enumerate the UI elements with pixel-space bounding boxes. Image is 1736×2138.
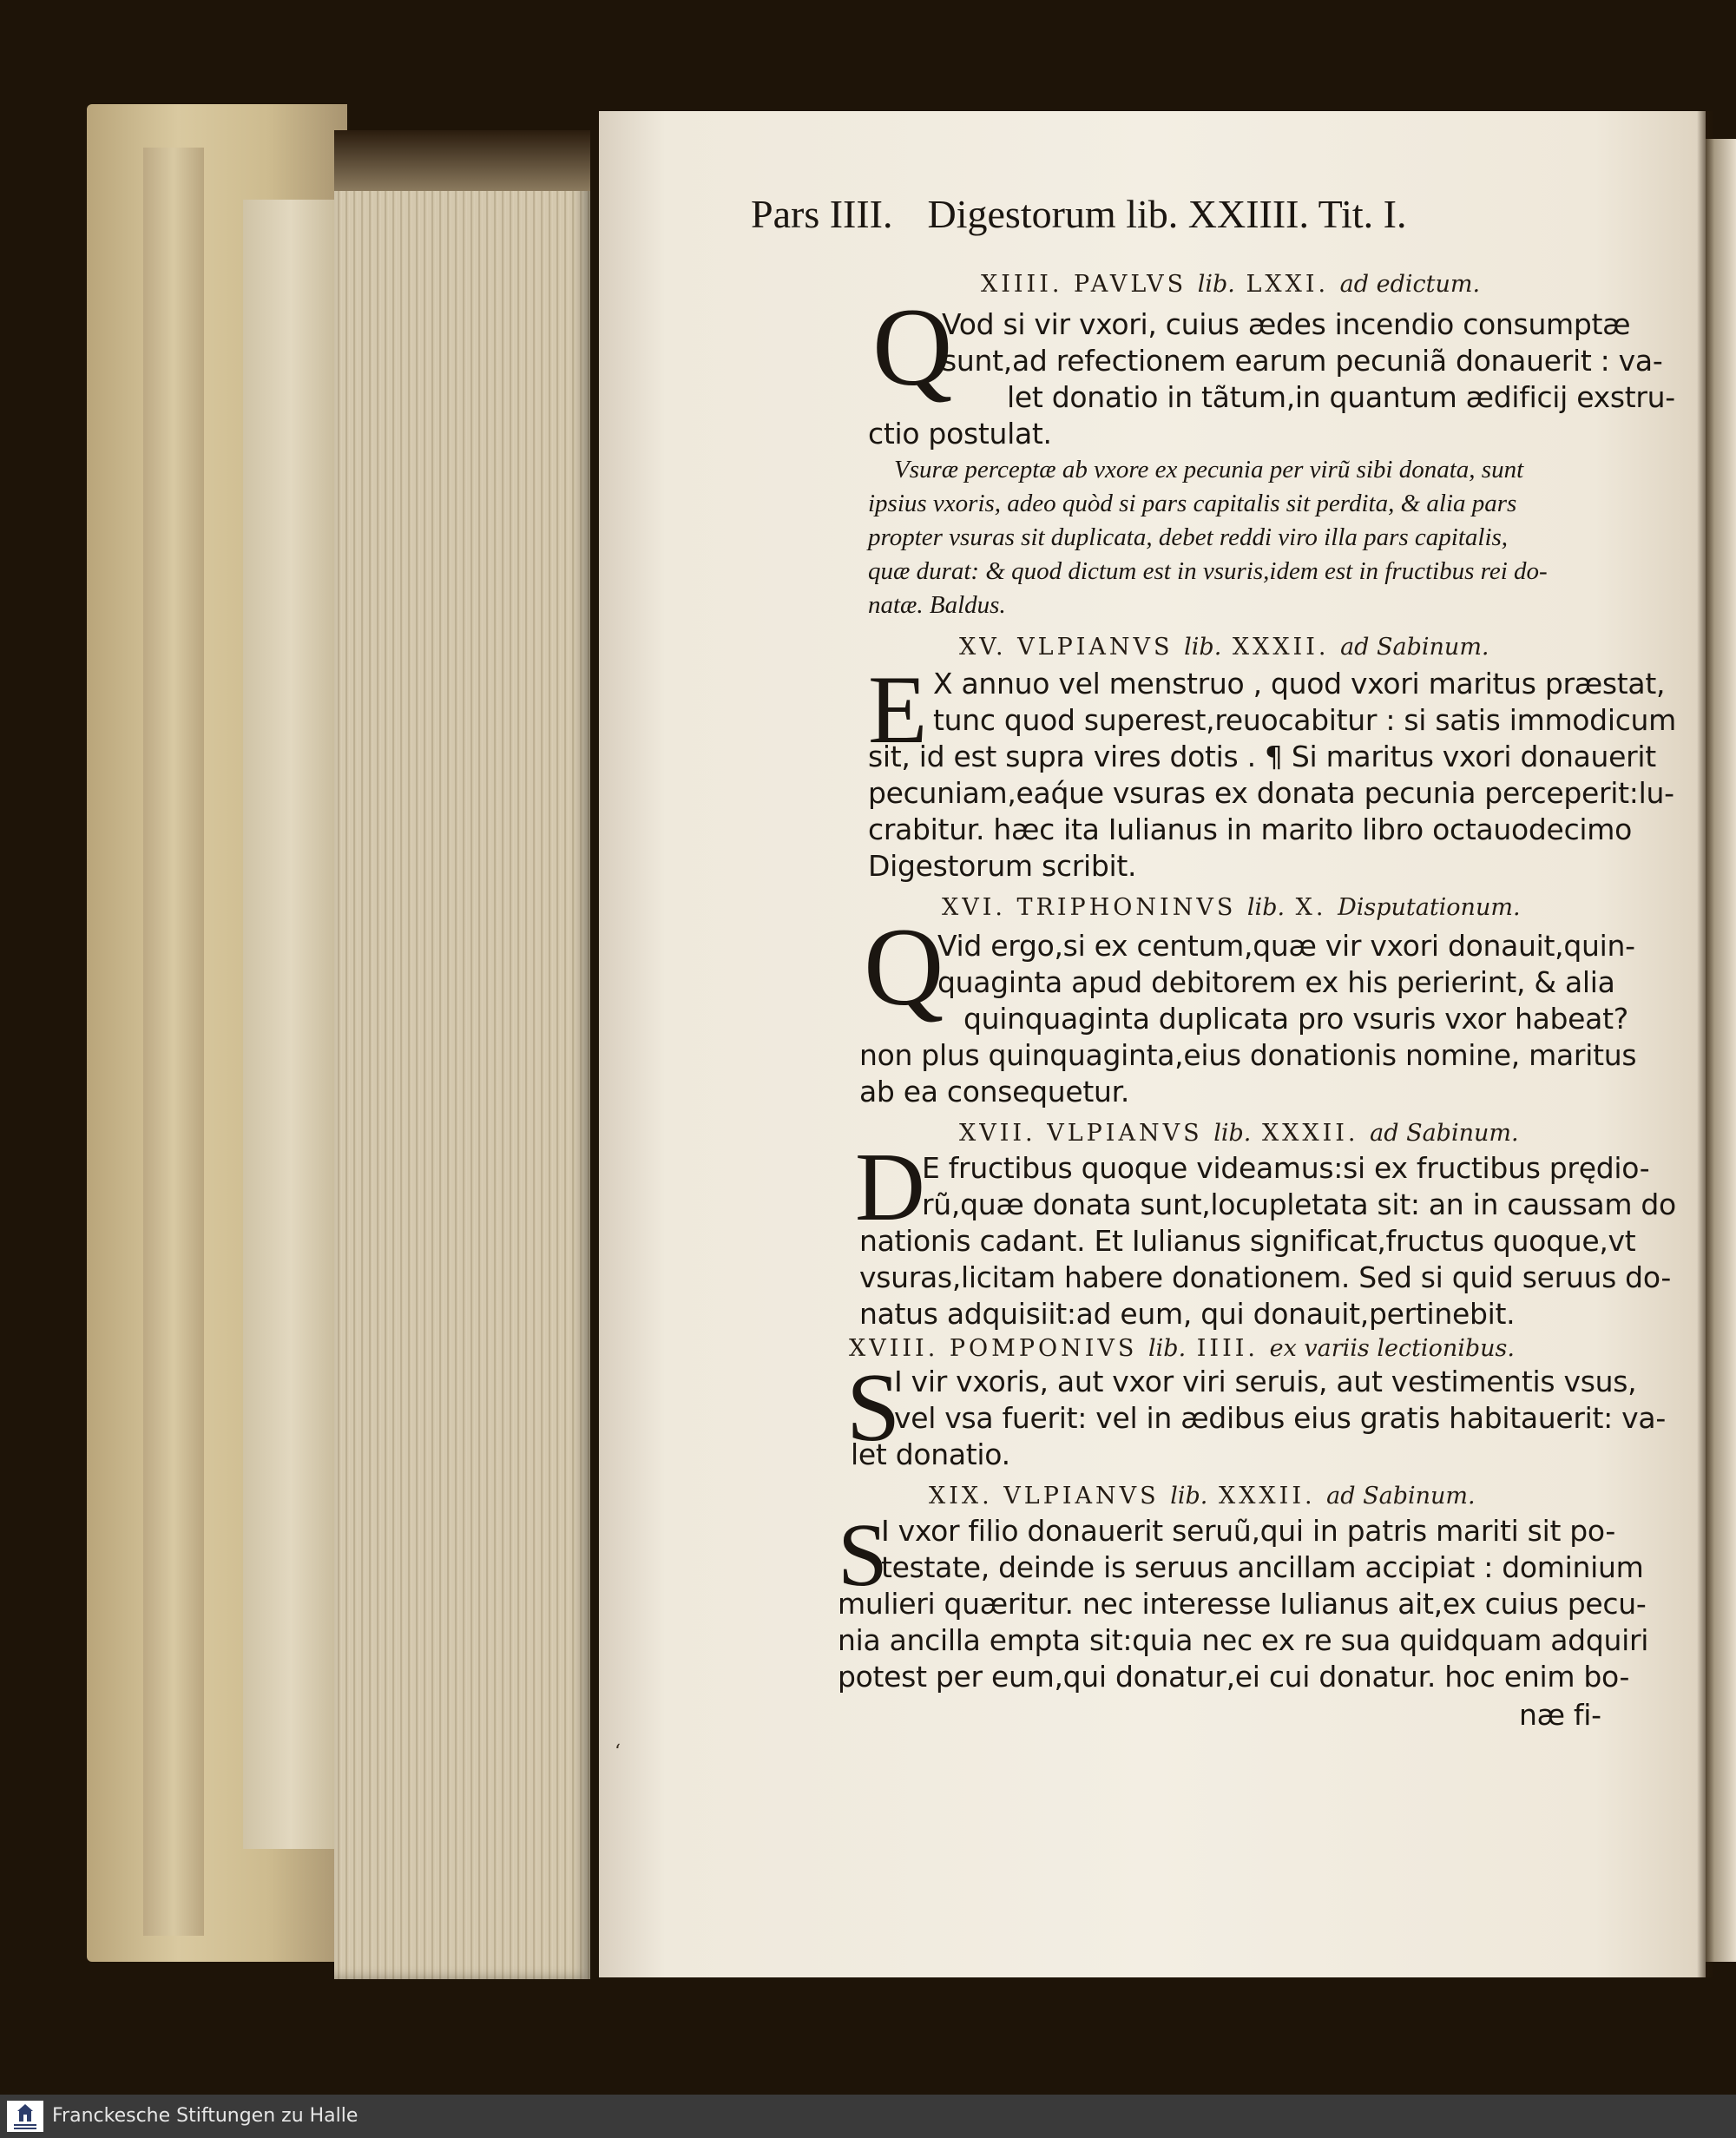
text-line: I vir vxoris, aut vxor viri seruis, aut vestimentis vsus, <box>894 1365 1637 1398</box>
initial-s: S <box>838 1505 888 1605</box>
initial-q: Q <box>864 905 944 1029</box>
text-line: ab ea consequetur. <box>859 1075 1130 1108</box>
initial-q: Q <box>872 286 953 409</box>
header-title: Digestorum lib. XXIIII. Tit. I. <box>927 192 1407 236</box>
section-rubric: XIX. VLPIANVS lib. XXXII. ad Sabinum. <box>929 1483 1476 1510</box>
text-line: nationis cadant. Et Iulianus significat,fructus quoque,vt <box>859 1224 1636 1258</box>
text-line: ctio postulat. <box>868 417 1052 451</box>
text-line: E fructibus quoque videamus:si ex fructibus prędio- <box>922 1151 1650 1185</box>
running-header <box>751 191 1407 237</box>
footer-institution[interactable]: Franckesche Stiftungen zu Halle <box>52 2105 358 2127</box>
section-rubric: XV. VLPIANVS lib. XXXII. ad Sabinum. <box>959 634 1489 661</box>
catchword: næ fi- <box>1519 1698 1601 1732</box>
text-line: Vid ergo,si ex centum,quæ vir vxori donauit,quin- <box>937 929 1635 963</box>
text-line: let donatio. <box>851 1437 1010 1471</box>
text-line: pecuniam,eaq́ue vsuras ex donata pecunia perceperit:lu- <box>868 776 1674 810</box>
footer-bar <box>0 2095 1736 2138</box>
text-line: testate, deinde is seruus ancillam accipiat : dominium <box>881 1550 1644 1584</box>
text-line: natus adquisiit:ad eum, qui donauit,pertinebit. <box>859 1297 1516 1331</box>
page-mark: ‘ <box>615 1741 621 1763</box>
text-line: crabitur. hæc ita Iulianus in marito libro octauodecimo <box>868 812 1633 846</box>
text-line: quinquaginta duplicata pro vsuris vxor habeat? <box>963 1002 1628 1036</box>
text-line: quaginta apud debitorem ex his perierint, & alia <box>937 965 1615 999</box>
page-edges <box>334 130 590 1979</box>
gloss-line: propter vsuras sit duplicata, debet reddi viro illa pars capitalis, <box>868 523 1509 551</box>
section-rubric: XVIII. POMPONIVS lib. IIII. ex variis lectionibus. <box>849 1335 1515 1362</box>
initial-e: E <box>868 656 928 764</box>
section-rubric: XVII. VLPIANVS lib. XXXII. ad Sabinum. <box>959 1120 1519 1147</box>
text-line: nia ancilla empta sit:quia nec ex re sua quidquam adquiri <box>838 1623 1649 1657</box>
section-rubric: XVI. TRIPHONINVS lib. X. Disputationum. <box>942 894 1521 921</box>
cover-fold <box>143 148 204 1936</box>
page-edges-shadow <box>334 130 590 191</box>
text-line: vel vsa fuerit: vel in ædibus eius gratis habitauerit: va- <box>894 1401 1666 1435</box>
gloss-line: quæ durat: & quod dictum est in vsuris,idem est in fructibus rei do- <box>868 557 1548 585</box>
text-line: Vod si vir vxori, cuius ædes incendio consumptæ <box>942 307 1631 341</box>
text-line: let donatio in tãtum,in quantum ædificij exstru- <box>1007 380 1675 414</box>
initial-d: D <box>855 1134 925 1241</box>
text-line: non plus quinquaginta,eius donationis nomine, maritus <box>859 1038 1637 1072</box>
text-line: sit, id est supra vires dotis . ¶ Si maritus vxori donauerit <box>868 740 1656 773</box>
initial-s: S <box>846 1354 901 1462</box>
gloss-line: natæ. Baldus. <box>868 591 1006 619</box>
gloss-line: Vsuræ perceptæ ab vxore ex pecunia per virũ sibi donata, sunt <box>894 456 1524 484</box>
section-rubric: XIIII. PAVLVS lib. LXXI. ad edictum. <box>981 271 1481 298</box>
text-line: potest per eum,qui donatur,ei cui donatur. hoc enim bo- <box>838 1660 1630 1694</box>
text-line: tunc quod superest,reuocabitur : si satis immodicum <box>933 703 1676 737</box>
gutter-shadow <box>1697 111 1714 1977</box>
text-line: X annuo vel menstruo , quod vxori maritus præstat, <box>933 667 1666 701</box>
text-line: mulieri quæritur. nec interesse Iulianus ait,ex cuius pecu- <box>838 1587 1647 1621</box>
gloss-line: ipsius vxoris, adeo quòd si pars capitalis sit perdita, & alia pars <box>868 490 1517 517</box>
text-line: sunt,ad refectionem earum pecuniã donauerit : va- <box>942 344 1663 378</box>
text-line: Digestorum scribit. <box>868 849 1137 883</box>
pastedown <box>243 200 339 1849</box>
institution-logo-icon <box>7 2101 43 2132</box>
text-line: vsuras,licitam habere donationem. Sed si quid seruus do- <box>859 1260 1671 1294</box>
text-line: I vxor filio donauerit seruũ,qui in patris mariti sit po- <box>881 1514 1616 1548</box>
text-line: rũ,quæ donata sunt,locupletata sit: an in caussam do <box>922 1187 1676 1221</box>
header-part: Pars IIII. <box>751 192 893 236</box>
